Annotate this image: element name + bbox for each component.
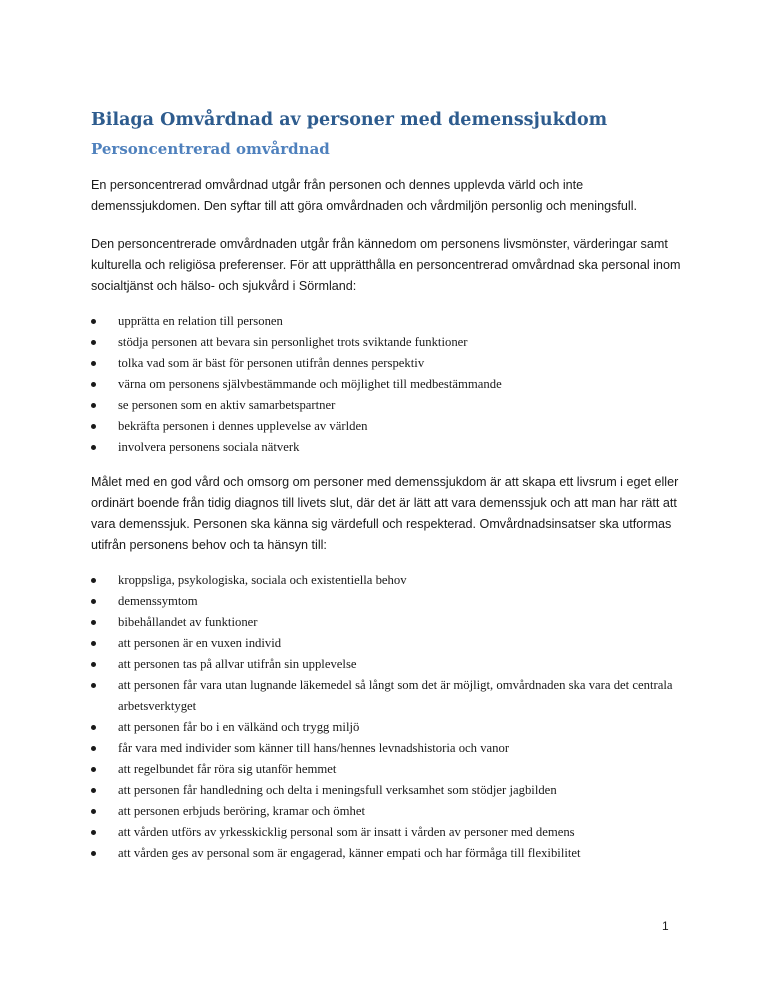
bullet-icon	[91, 361, 96, 366]
list-item-text: att regelbundet får röra sig utanför hemmet	[118, 762, 337, 776]
section-heading: Personcentrerad omvårdnad	[91, 140, 330, 158]
list-item	[91, 440, 681, 455]
bullet-icon	[91, 445, 96, 450]
bullet-icon	[91, 403, 96, 408]
bullet-icon	[91, 599, 96, 604]
principles-paragraph: Den personcentrerade omvårdnaden utgår från kännedom om personens livsmönster, värderingar samt kulturella och religiösa preferenser. För att upprätthålla en personcentrerad omvårdnad ska personal inom socialtjänst och hälso- och sjukvård i Sörmland:	[91, 237, 681, 293]
bullet-icon	[91, 382, 96, 387]
list-item	[91, 377, 681, 392]
list-item-text: att personen får handledning och delta i meningsfull verksamhet som stödjer jagbilden	[118, 783, 557, 797]
page-title: Bilaga Omvårdnad av personer med demenssjukdom	[91, 110, 608, 130]
list-item	[91, 675, 681, 717]
list-item	[91, 356, 681, 371]
list-item	[91, 314, 681, 329]
list-item	[91, 825, 681, 840]
list-item-text: att vården utförs av yrkesskicklig personal som är insatt i vården av personer med demens	[118, 825, 575, 839]
list-item-text: bekräfta personen i dennes upplevelse av världen	[118, 419, 368, 433]
bullet-icon	[91, 641, 96, 646]
bullet-icon	[91, 725, 96, 730]
list-item-text: att personen erbjuds beröring, kramar och ömhet	[118, 804, 365, 818]
list-item	[91, 720, 681, 735]
bullet-icon	[91, 340, 96, 345]
list-item-text: värna om personens självbestämmande och möjlighet till medbestämmande	[118, 377, 502, 391]
list-item	[91, 419, 681, 434]
bullet-icon	[91, 319, 96, 324]
list-item-text: får vara med individer som känner till hans/hennes levnadshistoria och vanor	[118, 741, 510, 755]
bullet-icon	[91, 578, 96, 583]
bullet-icon	[91, 746, 96, 751]
goal-paragraph: Målet med en god vård och omsorg om personer med demenssjukdom är att skapa ett livsrum i eget eller ordinärt boende från tidig diagnos till livets slut, där det är lätt att vara demenssjuk och att man har rätt att vara demenssjuk. Personen ska känna sig värdefull och respekterad. Omvårdnadsinsatser ska utformas utifrån personens behov och ta hänsyn till:	[91, 475, 679, 552]
list-item-text: involvera personens sociala nätverk	[118, 440, 300, 454]
list-item-text: bibehållandet av funktioner	[118, 615, 258, 629]
list-item	[91, 762, 681, 777]
list-item-text: tolka vad som är bäst för personen utifrån dennes perspektiv	[118, 356, 425, 370]
bullet-icon	[91, 620, 96, 625]
list-item	[91, 615, 681, 630]
list-item-text: upprätta en relation till personen	[118, 314, 283, 328]
page-number: 1	[662, 919, 669, 933]
bullet-icon	[91, 767, 96, 772]
list-item-text: kroppsliga, psykologiska, sociala och existentiella behov	[118, 573, 407, 587]
list-item	[91, 657, 681, 672]
list-item-text: demenssymtom	[118, 594, 198, 608]
list-item-text: se personen som en aktiv samarbetspartner	[118, 398, 336, 412]
needs-list	[91, 573, 681, 864]
list-item-text: att personen får bo i en välkänd och trygg miljö	[118, 720, 360, 734]
list-item	[91, 398, 681, 413]
bullet-icon	[91, 830, 96, 835]
list-item	[91, 843, 681, 864]
list-item-text: att vården ges av personal som är engagerad, känner empati och har förmåga till flexibilitet	[118, 846, 581, 860]
list-item	[91, 804, 681, 819]
list-item	[91, 573, 681, 588]
list-item-text: att personen är en vuxen individ	[118, 636, 282, 650]
bullet-icon	[91, 788, 96, 793]
list-item	[91, 335, 681, 350]
bullet-icon	[91, 683, 96, 688]
list-item-text: stödja personen att bevara sin personlighet trots sviktande funktioner	[118, 335, 468, 349]
principles-list	[91, 314, 681, 455]
bullet-icon	[91, 809, 96, 814]
list-item-text: att personen tas på allvar utifrån sin upplevelse	[118, 657, 357, 671]
list-item	[91, 783, 681, 798]
intro-paragraph: En personcentrerad omvårdnad utgår från personen och dennes upplevda värld och inte demenssjukdomen. Den syftar till att göra omvårdnaden och vårdmiljön personlig och meningsfull.	[91, 178, 638, 213]
document-body	[91, 110, 681, 881]
list-item	[91, 741, 681, 756]
bullet-icon	[91, 662, 96, 667]
bullet-icon	[91, 851, 96, 856]
list-item	[91, 636, 681, 651]
list-item	[91, 594, 681, 609]
bullet-icon	[91, 424, 96, 429]
list-item-text: att personen får vara utan lugnande läkemedel så långt som det är möjligt, omvårdnaden ska vara det centrala arbetsverktyget	[118, 678, 673, 713]
